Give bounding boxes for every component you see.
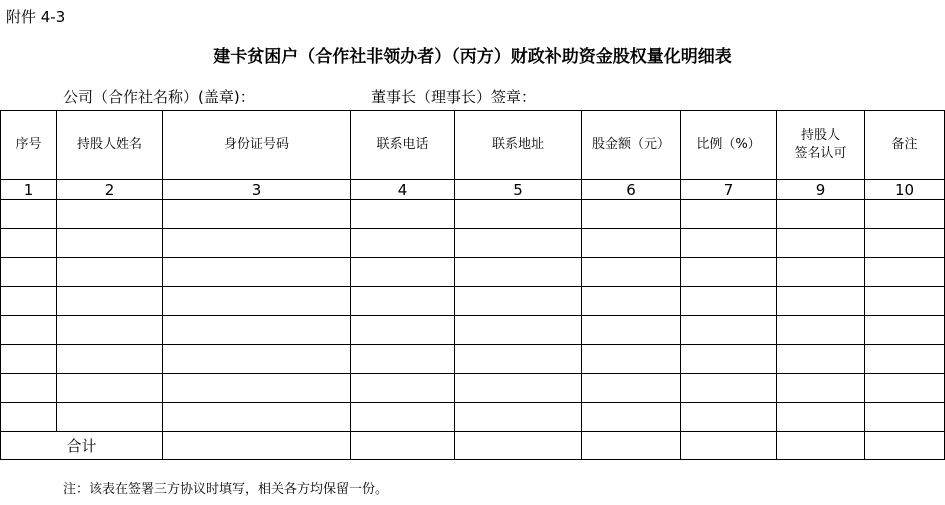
column-number: 9 bbox=[777, 180, 865, 200]
input-cell[interactable] bbox=[681, 403, 777, 432]
table-row bbox=[1, 374, 945, 403]
input-cell[interactable] bbox=[57, 403, 163, 432]
header-remarks: 备注 bbox=[865, 111, 945, 180]
input-cell[interactable] bbox=[163, 258, 351, 287]
input-cell[interactable] bbox=[1, 316, 57, 345]
input-cell[interactable] bbox=[582, 403, 681, 432]
input-cell[interactable] bbox=[57, 200, 163, 229]
table-row bbox=[1, 403, 945, 432]
attachment-label: 附件 4-3 bbox=[6, 8, 66, 26]
input-cell[interactable] bbox=[163, 432, 351, 460]
input-cell[interactable] bbox=[865, 432, 945, 460]
header-ratio: 比例（%） bbox=[681, 111, 777, 180]
column-number: 5 bbox=[455, 180, 582, 200]
input-cell[interactable] bbox=[351, 316, 455, 345]
column-number: 3 bbox=[163, 180, 351, 200]
header-share-amount: 股金额（元） bbox=[582, 111, 681, 180]
input-cell[interactable] bbox=[351, 374, 455, 403]
input-cell[interactable] bbox=[57, 316, 163, 345]
table-row bbox=[1, 258, 945, 287]
input-cell[interactable] bbox=[1, 287, 57, 316]
input-cell[interactable] bbox=[351, 432, 455, 460]
input-cell[interactable] bbox=[865, 403, 945, 432]
input-cell[interactable] bbox=[1, 229, 57, 258]
table-header-row bbox=[1, 111, 945, 180]
input-cell[interactable] bbox=[455, 403, 582, 432]
input-cell[interactable] bbox=[865, 316, 945, 345]
input-cell[interactable] bbox=[777, 345, 865, 374]
equity-detail-table bbox=[0, 110, 945, 460]
table-row bbox=[1, 229, 945, 258]
table-row bbox=[1, 200, 945, 229]
total-row bbox=[1, 432, 945, 460]
input-cell[interactable] bbox=[1, 200, 57, 229]
input-cell[interactable] bbox=[1, 345, 57, 374]
column-number: 2 bbox=[57, 180, 163, 200]
input-cell[interactable] bbox=[681, 432, 777, 460]
input-cell[interactable] bbox=[582, 374, 681, 403]
input-cell[interactable] bbox=[163, 345, 351, 374]
table-row bbox=[1, 316, 945, 345]
column-number: 10 bbox=[865, 180, 945, 200]
input-cell[interactable] bbox=[582, 229, 681, 258]
column-number: 4 bbox=[351, 180, 455, 200]
input-cell[interactable] bbox=[681, 287, 777, 316]
header-id-number: 身份证号码 bbox=[163, 111, 351, 180]
input-cell[interactable] bbox=[865, 287, 945, 316]
input-cell[interactable] bbox=[351, 229, 455, 258]
input-cell[interactable] bbox=[582, 316, 681, 345]
input-cell[interactable] bbox=[455, 432, 582, 460]
input-cell[interactable] bbox=[57, 374, 163, 403]
input-cell[interactable] bbox=[455, 287, 582, 316]
input-cell[interactable] bbox=[57, 229, 163, 258]
input-cell[interactable] bbox=[455, 316, 582, 345]
input-cell[interactable] bbox=[1, 403, 57, 432]
header-address: 联系地址 bbox=[455, 111, 582, 180]
input-cell[interactable] bbox=[865, 345, 945, 374]
input-cell[interactable] bbox=[455, 200, 582, 229]
footnote: 注：该表在签署三方协议时填写，相关各方均保留一份。 bbox=[63, 482, 389, 497]
input-cell[interactable] bbox=[582, 345, 681, 374]
input-cell[interactable] bbox=[351, 200, 455, 229]
company-seal-label: 公司（合作社名称）(盖章)： bbox=[63, 88, 255, 106]
input-cell[interactable] bbox=[582, 432, 681, 460]
input-cell[interactable] bbox=[777, 200, 865, 229]
total-label: 合计 bbox=[1, 432, 163, 460]
input-cell[interactable] bbox=[1, 374, 57, 403]
input-cell[interactable] bbox=[163, 287, 351, 316]
column-number-row bbox=[1, 180, 945, 200]
input-cell[interactable] bbox=[777, 316, 865, 345]
column-number: 7 bbox=[681, 180, 777, 200]
input-cell[interactable] bbox=[865, 374, 945, 403]
chairman-signature-label: 董事长（理事长）签章： bbox=[371, 88, 537, 106]
input-cell[interactable] bbox=[681, 258, 777, 287]
input-cell[interactable] bbox=[777, 287, 865, 316]
input-cell[interactable] bbox=[455, 258, 582, 287]
input-cell[interactable] bbox=[455, 345, 582, 374]
input-cell[interactable] bbox=[351, 287, 455, 316]
input-cell[interactable] bbox=[681, 200, 777, 229]
input-cell[interactable] bbox=[351, 345, 455, 374]
input-cell[interactable] bbox=[681, 345, 777, 374]
input-cell[interactable] bbox=[777, 258, 865, 287]
column-number: 1 bbox=[1, 180, 57, 200]
input-cell[interactable] bbox=[57, 345, 163, 374]
input-cell[interactable] bbox=[455, 374, 582, 403]
input-cell[interactable] bbox=[163, 374, 351, 403]
input-cell[interactable] bbox=[681, 316, 777, 345]
input-cell[interactable] bbox=[865, 229, 945, 258]
input-cell[interactable] bbox=[351, 403, 455, 432]
input-cell[interactable] bbox=[582, 200, 681, 229]
input-cell[interactable] bbox=[57, 258, 163, 287]
input-cell[interactable] bbox=[1, 258, 57, 287]
input-cell[interactable] bbox=[163, 229, 351, 258]
header-phone: 联系电话 bbox=[351, 111, 455, 180]
table-row bbox=[1, 345, 945, 374]
input-cell[interactable] bbox=[681, 374, 777, 403]
input-cell[interactable] bbox=[777, 229, 865, 258]
input-cell[interactable] bbox=[777, 403, 865, 432]
input-cell[interactable] bbox=[681, 229, 777, 258]
input-cell[interactable] bbox=[865, 200, 945, 229]
input-cell[interactable] bbox=[163, 200, 351, 229]
input-cell[interactable] bbox=[582, 287, 681, 316]
page-title: 建卡贫困户（合作社非领办者）（丙方）财政补助资金股权量化明细表 bbox=[213, 47, 732, 67]
input-cell[interactable] bbox=[57, 287, 163, 316]
header-holder-name: 持股人姓名 bbox=[57, 111, 163, 180]
input-cell[interactable] bbox=[777, 432, 865, 460]
input-cell[interactable] bbox=[455, 229, 582, 258]
table-row bbox=[1, 287, 945, 316]
input-cell[interactable] bbox=[582, 258, 681, 287]
column-number: 6 bbox=[582, 180, 681, 200]
input-cell[interactable] bbox=[777, 374, 865, 403]
input-cell[interactable] bbox=[163, 403, 351, 432]
header-holder-signature: 持股人 签名认可 bbox=[777, 111, 865, 180]
input-cell[interactable] bbox=[163, 316, 351, 345]
input-cell[interactable] bbox=[351, 258, 455, 287]
header-seq: 序号 bbox=[1, 111, 57, 180]
input-cell[interactable] bbox=[865, 258, 945, 287]
